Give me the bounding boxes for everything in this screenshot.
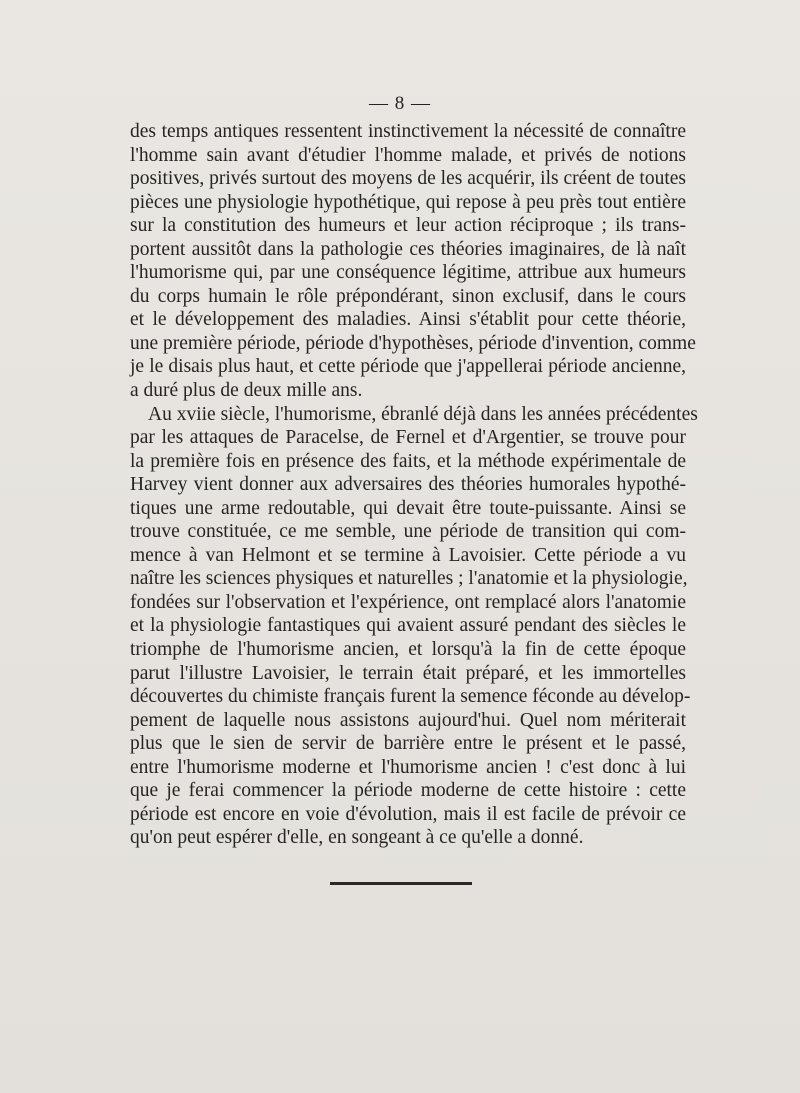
text-line: la première fois en présence des faits, et la méthode expérimentale de bbox=[130, 450, 686, 472]
end-rule bbox=[330, 882, 472, 885]
text-line: a duré plus de deux mille ans. bbox=[130, 380, 363, 402]
text-line: portent aussitôt dans la pathologie ces théories imaginaires, de là naît bbox=[130, 238, 686, 260]
text-line: plus que le sien de servir de barrière entre le présent et le passé, bbox=[130, 733, 686, 755]
text-line: je le disais plus haut, et cette période que j'appellerai période ancienne, bbox=[130, 356, 686, 378]
text-line: pièces une physiologie hypothétique, qui repose à peu près tout entière bbox=[130, 191, 686, 213]
paragraph-2 bbox=[130, 403, 698, 850]
text-line: fondées sur l'observation et l'expérience, ont remplacé alors l'anatomie bbox=[130, 591, 686, 613]
paragraph-1 bbox=[130, 120, 696, 403]
text-line: trouve constituée, ce me semble, une période de transition qui com- bbox=[130, 521, 686, 543]
text-line: Au xviie siècle, l'humorisme, ébranlé déjà dans les années précédentes bbox=[148, 403, 698, 425]
text-line: positives, privés surtout des moyens de les acquérir, ils créent de toutes bbox=[130, 168, 686, 190]
text-line: mence à van Helmont et se termine à Lavoisier. Cette période a vu bbox=[130, 544, 686, 566]
text-line: l'homme sain avant d'étudier l'homme malade, et privés de notions bbox=[130, 144, 686, 166]
text-line: qu'on peut espérer d'elle, en songeant à ce qu'elle a donné. bbox=[130, 827, 584, 849]
text-line: entre l'humorisme moderne et l'humorisme ancien ! c'est donc à lui bbox=[130, 756, 686, 778]
text-line: des temps antiques ressentent instinctivement la nécessité de connaître bbox=[130, 121, 686, 142]
text-line: parut l'illustre Lavoisier, le terrain était préparé, et les immortelles bbox=[130, 662, 686, 684]
text-line: période est encore en voie d'évolution, mais il est facile de prévoir ce bbox=[130, 803, 686, 825]
text-line: Harvey vient donner aux adversaires des théories humorales hypothé- bbox=[130, 474, 686, 496]
text-line: l'humorisme qui, par une conséquence légitime, attribue aux humeurs bbox=[130, 262, 686, 284]
text-line: triomphe de l'humorisme ancien, et lorsqu'à la fin de cette époque bbox=[130, 639, 686, 661]
text-line: du corps humain le rôle prépondérant, sinon exclusif, dans le cours bbox=[130, 285, 686, 307]
text-line: que je ferai commencer la période moderne de cette histoire : cette bbox=[130, 780, 686, 802]
text-line: découvertes du chimiste français furent la semence féconde au dévelop- bbox=[130, 686, 691, 708]
text-line: sur la constitution des humeurs et leur action réciproque ; ils trans- bbox=[130, 215, 686, 237]
text-line: naître les sciences physiques et naturelles ; l'anatomie et la physiologie, bbox=[130, 568, 688, 590]
text-line: et le développement des maladies. Ainsi s'établit pour cette théorie, bbox=[130, 309, 686, 331]
body-text bbox=[130, 120, 698, 850]
page-number: — 8 — bbox=[369, 93, 431, 114]
text-line: par les attaques de Paracelse, de Fernel et d'Argentier, se trouve pour bbox=[130, 427, 686, 449]
text-line: tiques une arme redoutable, qui devait être toute-puissante. Ainsi se bbox=[130, 497, 686, 519]
text-line: pement de laquelle nous assistons aujourd'hui. Quel nom mériterait bbox=[130, 709, 686, 731]
text-line: une première période, période d'hypothèses, période d'invention, comme bbox=[130, 332, 696, 354]
text-line: et la physiologie fantastiques qui avaient assuré pendant des siècles le bbox=[130, 615, 686, 637]
